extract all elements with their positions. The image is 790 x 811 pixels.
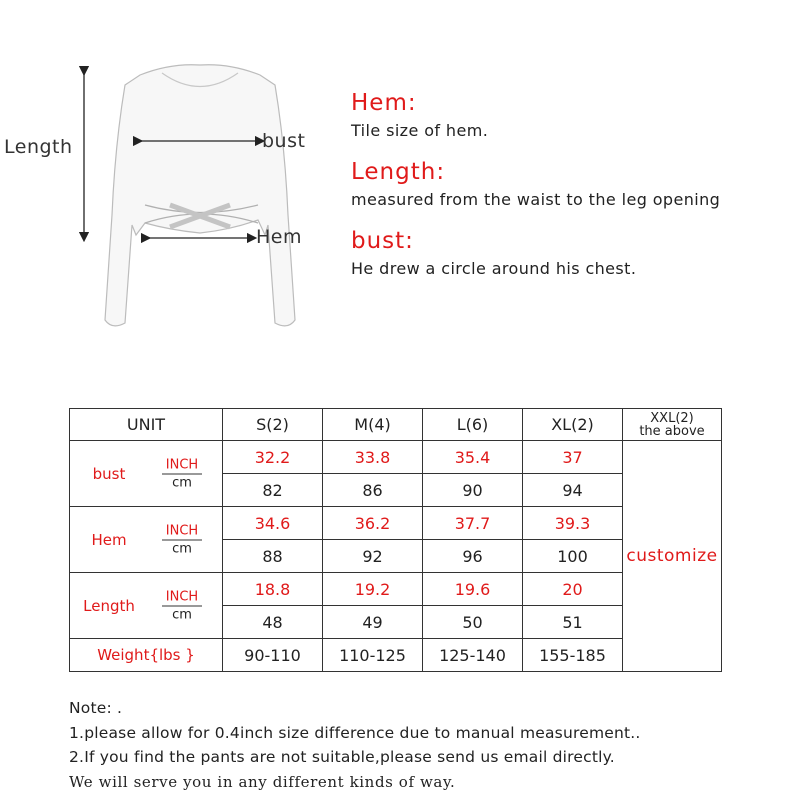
unit-inch: INCH xyxy=(162,523,202,540)
table-cell: 94 xyxy=(523,474,623,507)
table-cell: 86 xyxy=(323,474,423,507)
bust-definition-text: He drew a circle around his chest. xyxy=(351,259,637,278)
notes-title: Note: . xyxy=(69,699,123,717)
unit-header: UNIT xyxy=(70,409,223,441)
row-name: Length xyxy=(83,596,135,615)
measurement-definitions xyxy=(351,88,781,295)
hem-definition-title: Hem: xyxy=(351,90,417,116)
unit-cm: cm xyxy=(172,541,192,556)
table-cell: 155-185 xyxy=(523,639,623,672)
hem-label: Hem xyxy=(256,226,302,248)
notes-section xyxy=(69,696,784,794)
table-cell: 37.7 xyxy=(423,507,523,540)
note-line-2: 2.If you find the pants are not suitable,please send us email directly. xyxy=(69,748,615,766)
length-unit-cell xyxy=(70,573,223,639)
xxl-header-line2: the above xyxy=(639,423,705,439)
unit-cm: cm xyxy=(172,475,192,490)
weight-label: Weight{lbs } xyxy=(70,639,223,672)
size-header: M(4) xyxy=(323,409,423,441)
size-header: L(6) xyxy=(423,409,523,441)
table-cell: 19.6 xyxy=(423,573,523,606)
hem-definition-text: Tile size of hem. xyxy=(351,121,489,140)
xxl-header-line1: XXL(2) xyxy=(650,410,694,426)
unit-cm: cm xyxy=(172,607,192,622)
table-cell: 18.8 xyxy=(223,573,323,606)
row-name: bust xyxy=(92,464,126,483)
unit-inch: INCH xyxy=(162,589,202,606)
table-cell: 88 xyxy=(223,540,323,573)
table-row xyxy=(70,441,722,474)
table-cell: 34.6 xyxy=(223,507,323,540)
hem-unit-cell xyxy=(70,507,223,573)
unit-fraction xyxy=(162,457,202,490)
table-cell: 20 xyxy=(523,573,623,606)
table-cell: 100 xyxy=(523,540,623,573)
table-cell: 82 xyxy=(223,474,323,507)
length-definition-text: measured from the waist to the leg opening xyxy=(351,190,721,209)
bust-label: bust xyxy=(262,130,306,152)
bust-unit-cell xyxy=(70,441,223,507)
customize-cell: customize xyxy=(623,441,722,672)
table-cell: 32.2 xyxy=(223,441,323,474)
table-cell: 90 xyxy=(423,474,523,507)
table-cell: 49 xyxy=(323,606,423,639)
table-cell: 36.2 xyxy=(323,507,423,540)
shirt-sketch xyxy=(70,55,330,335)
table-cell: 125-140 xyxy=(423,639,523,672)
table-cell: 19.2 xyxy=(323,573,423,606)
table-cell: 37 xyxy=(523,441,623,474)
table-cell: 39.3 xyxy=(523,507,623,540)
table-cell: 35.4 xyxy=(423,441,523,474)
table-cell: 51 xyxy=(523,606,623,639)
xxl-header xyxy=(623,409,722,441)
table-cell: 90-110 xyxy=(223,639,323,672)
table-cell: 96 xyxy=(423,540,523,573)
note-line-1: 1.please allow for 0.4inch size difference due to manual measurement.. xyxy=(69,723,641,742)
row-name: Hem xyxy=(91,530,127,549)
table-cell: 50 xyxy=(423,606,523,639)
table-cell: 33.8 xyxy=(323,441,423,474)
table-header-row xyxy=(70,409,722,441)
size-chart-table xyxy=(69,408,722,672)
bust-definition-title: bust: xyxy=(351,228,414,254)
size-header: S(2) xyxy=(223,409,323,441)
unit-fraction xyxy=(162,589,202,622)
unit-inch: INCH xyxy=(162,457,202,474)
size-header: XL(2) xyxy=(523,409,623,441)
table-cell: 110-125 xyxy=(323,639,423,672)
length-definition-title: Length: xyxy=(351,159,446,185)
table-cell: 48 xyxy=(223,606,323,639)
length-label: Length xyxy=(4,136,73,158)
unit-fraction xyxy=(162,523,202,556)
note-line-3: We will serve you in any different kinds of way. xyxy=(69,772,456,791)
table-cell: 92 xyxy=(323,540,423,573)
